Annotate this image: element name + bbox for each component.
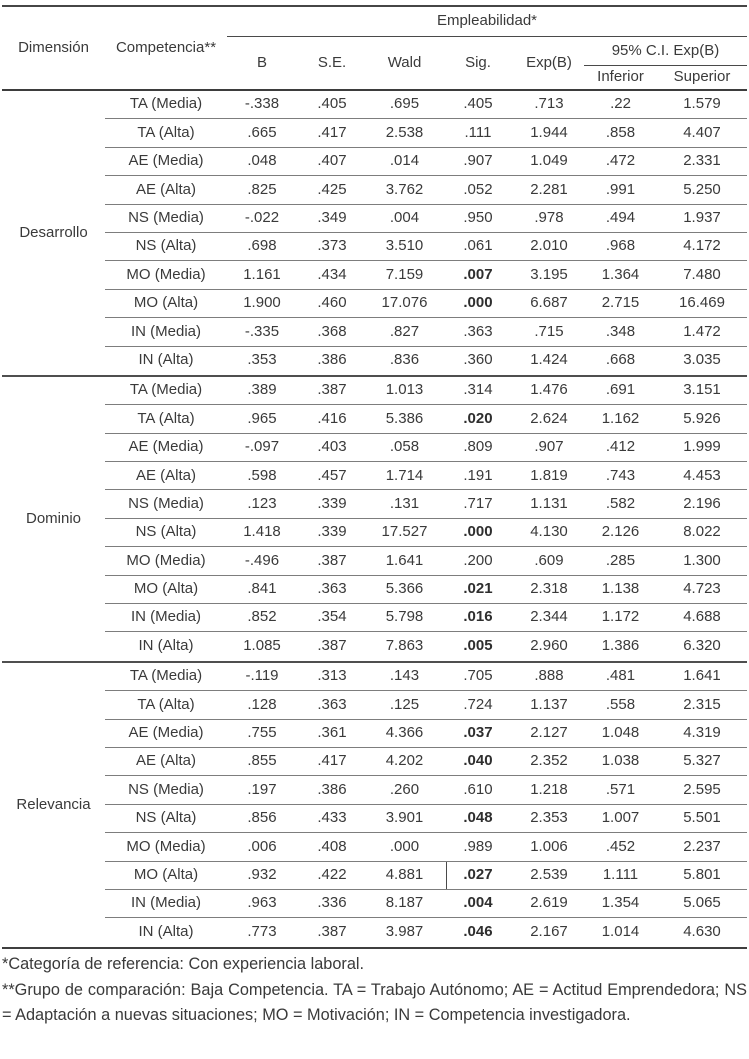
value-cell-inf: .481 — [584, 663, 657, 691]
value-cell-sig: .405 — [442, 91, 514, 119]
table-footnotes — [2, 952, 747, 1029]
value-cell-sup: 2.315 — [657, 691, 747, 719]
value-cell-se: .434 — [297, 261, 367, 289]
value-cell-sig: .037 — [442, 720, 514, 748]
value-cell-sig: .363 — [442, 318, 514, 346]
value-cell-sig: .705 — [442, 663, 514, 691]
competencia-cell: NS (Alta) — [105, 519, 227, 547]
value-cell-sup: 7.480 — [657, 261, 747, 289]
value-cell-b: .598 — [227, 462, 297, 490]
value-cell-wald: .131 — [367, 490, 442, 518]
table-body — [2, 91, 747, 949]
ci-span-header: 95% C.I. Exp(B) — [584, 37, 747, 66]
value-cell-b: 1.085 — [243, 637, 281, 655]
expb-column-header: Exp(B) — [526, 53, 572, 71]
competencia-cell: TA (Media) — [105, 377, 227, 405]
value-cell-exp: 1.218 — [514, 776, 584, 804]
value-cell-wald: .827 — [367, 318, 442, 346]
value-cell-sup: 1.641 — [657, 663, 747, 691]
value-cell-inf: .348 — [584, 318, 657, 346]
value-cell-se: .313 — [297, 663, 367, 691]
value-cell-inf: .991 — [584, 176, 657, 204]
value-cell-wald: .014 — [367, 148, 442, 176]
value-cell-inf: .968 — [584, 233, 657, 261]
competencia-cell: AE (Media) — [105, 148, 227, 176]
regression-table — [2, 5, 747, 949]
value-cell-inf: .858 — [584, 119, 657, 147]
value-cell-b: .825 — [227, 176, 297, 204]
value-cell-wald: 4.366 — [367, 720, 442, 748]
value-cell-sig: .200 — [442, 547, 514, 575]
value-cell-sig: .717 — [442, 490, 514, 518]
competencia-column-header: Competencia** — [115, 38, 217, 56]
value-cell-sup: 4.688 — [657, 604, 747, 632]
competencia-cell: NS (Alta) — [105, 805, 227, 833]
value-cell-inf: 1.111 — [584, 862, 657, 890]
value-cell-sig: .724 — [442, 691, 514, 719]
value-cell-se: .433 — [297, 805, 367, 833]
value-cell-exp: 3.195 — [514, 261, 584, 289]
value-cell-b: .353 — [247, 351, 277, 369]
value-cell-sig: .007 — [442, 261, 514, 289]
value-cell-b: -.022 — [227, 205, 297, 233]
value-cell-wald: 1.641 — [367, 547, 442, 575]
value-cell-exp: 2.619 — [514, 890, 584, 918]
dimension-column-header: Dimensión — [18, 38, 89, 56]
value-cell-b: -.335 — [227, 318, 297, 346]
value-cell-exp: 1.131 — [514, 490, 584, 518]
value-cell-sup: 5.250 — [657, 176, 747, 204]
value-cell-sig: .111 — [442, 119, 514, 147]
value-cell-b: .852 — [227, 604, 297, 632]
value-cell-sup: 5.501 — [657, 805, 747, 833]
value-cell-sig: .020 — [442, 405, 514, 433]
value-cell-se: .408 — [297, 833, 367, 861]
value-cell-wald: .125 — [367, 691, 442, 719]
value-cell-se: .407 — [297, 148, 367, 176]
value-cell-sup: 5.065 — [657, 890, 747, 918]
value-cell-se: .386 — [297, 776, 367, 804]
value-cell-b: -.119 — [227, 663, 297, 691]
value-cell-se: .387 — [317, 637, 347, 655]
superior-column-header: Superior — [673, 68, 731, 86]
competencia-cell: NS (Media) — [105, 776, 227, 804]
value-cell-se: .405 — [297, 91, 367, 119]
value-cell-wald: 4.881 — [367, 862, 442, 890]
value-cell-se: .349 — [297, 205, 367, 233]
value-cell-b: .128 — [227, 691, 297, 719]
value-cell-inf: .691 — [584, 377, 657, 405]
value-cell-exp: 1.819 — [514, 462, 584, 490]
value-cell-b: -.097 — [227, 434, 297, 462]
value-cell-sig: .040 — [442, 748, 514, 776]
value-cell-wald: 8.187 — [367, 890, 442, 918]
value-cell-se: .368 — [297, 318, 367, 346]
value-cell-inf: .472 — [584, 148, 657, 176]
value-cell-exp: 2.318 — [514, 576, 584, 604]
value-cell-sup: 16.469 — [657, 290, 747, 318]
value-cell-se: .403 — [297, 434, 367, 462]
value-cell-se: .460 — [297, 290, 367, 318]
value-cell-wald: 7.863 — [385, 637, 424, 655]
value-cell-exp: 1.424 — [530, 351, 568, 369]
value-cell-sup: 1.937 — [657, 205, 747, 233]
dimension-label: Desarrollo — [19, 223, 88, 241]
value-cell-b: .698 — [227, 233, 297, 261]
value-cell-inf: 1.138 — [584, 576, 657, 604]
value-cell-exp: 1.137 — [514, 691, 584, 719]
value-cell-wald: .695 — [367, 91, 442, 119]
value-cell-sig: .061 — [442, 233, 514, 261]
value-cell-sig: .000 — [442, 519, 514, 547]
competencia-cell: AE (Media) — [105, 434, 227, 462]
value-cell-sup: 1.472 — [657, 318, 747, 346]
value-cell-se: .363 — [297, 576, 367, 604]
value-cell-sup: 1.300 — [657, 547, 747, 575]
value-cell-exp: 2.344 — [514, 604, 584, 632]
value-cell-se: .417 — [297, 748, 367, 776]
value-cell-inf: .412 — [584, 434, 657, 462]
competencia-cell: IN (Alta) — [138, 637, 194, 655]
value-cell-exp: 6.687 — [514, 290, 584, 318]
value-cell-wald: 3.762 — [367, 176, 442, 204]
value-cell-wald: .058 — [367, 434, 442, 462]
value-cell-inf: 1.014 — [601, 923, 640, 941]
value-cell-b: 1.900 — [227, 290, 297, 318]
value-cell-sup: 1.579 — [657, 91, 747, 119]
value-cell-se: .336 — [297, 890, 367, 918]
value-cell-exp: 2.167 — [530, 923, 568, 941]
value-cell-sig: .005 — [463, 637, 493, 655]
value-cell-wald: 2.538 — [367, 119, 442, 147]
value-cell-sup: 8.022 — [657, 519, 747, 547]
competencia-cell: TA (Alta) — [105, 405, 227, 433]
value-cell-inf: 1.038 — [584, 748, 657, 776]
value-cell-sup: 2.196 — [657, 490, 747, 518]
competencia-cell: NS (Media) — [105, 490, 227, 518]
value-cell-b: .965 — [227, 405, 297, 433]
value-cell-sup: 1.999 — [657, 434, 747, 462]
value-cell-se: .363 — [297, 691, 367, 719]
competencia-cell: IN (Media) — [105, 318, 227, 346]
value-cell-sig: .000 — [442, 290, 514, 318]
value-cell-sup: 4.407 — [657, 119, 747, 147]
value-cell-inf: .668 — [605, 351, 636, 369]
value-cell-se: .354 — [297, 604, 367, 632]
value-cell-inf: 1.007 — [584, 805, 657, 833]
value-cell-b: 1.418 — [227, 519, 297, 547]
competencia-cell: MO (Media) — [105, 547, 227, 575]
value-cell-exp: .609 — [514, 547, 584, 575]
value-cell-b: .048 — [227, 148, 297, 176]
value-cell-wald: 3.987 — [385, 923, 424, 941]
value-cell-exp: .888 — [514, 663, 584, 691]
competencia-cell: NS (Media) — [105, 205, 227, 233]
value-cell-inf: 1.162 — [584, 405, 657, 433]
competencia-cell: MO (Alta) — [105, 290, 227, 318]
competencia-cell: TA (Media) — [105, 91, 227, 119]
sig-column-header: Sig. — [465, 53, 491, 71]
footnote-comparison-group: **Grupo de comparación: Baja Competencia. TA = Trabajo Autónomo; AE = Actitud Emprendedora; NS = Adaptación a nuevas situaciones; MO = Motivación; IN = Competencia investigadora. — [2, 980, 747, 1024]
value-cell-se: .339 — [297, 519, 367, 547]
competencia-cell: IN (Media) — [105, 604, 227, 632]
value-cell-exp: .978 — [514, 205, 584, 233]
value-cell-b: -.338 — [227, 91, 297, 119]
value-cell-sig: .989 — [442, 833, 514, 861]
wald-column-header: Wald — [387, 53, 422, 71]
value-cell-sig: .046 — [463, 923, 493, 941]
value-cell-sig: .004 — [442, 890, 514, 918]
value-cell-se: .422 — [297, 862, 367, 890]
competencia-cell: AE (Media) — [105, 720, 227, 748]
competencia-cell: MO (Media) — [105, 261, 227, 289]
value-cell-sup: 2.237 — [657, 833, 747, 861]
value-cell-sup: 4.172 — [657, 233, 747, 261]
value-cell-se: .339 — [297, 490, 367, 518]
value-cell-exp: 2.624 — [514, 405, 584, 433]
value-cell-b: -.496 — [227, 547, 297, 575]
value-cell-inf: .22 — [584, 91, 657, 119]
value-cell-b: .855 — [227, 748, 297, 776]
value-cell-exp: 2.352 — [514, 748, 584, 776]
value-cell-inf: 1.172 — [584, 604, 657, 632]
value-cell-inf: .285 — [584, 547, 657, 575]
value-cell-b: .856 — [227, 805, 297, 833]
dimension-group-desarrollo — [2, 91, 747, 377]
value-cell-wald: 17.527 — [367, 519, 442, 547]
value-cell-b: .123 — [227, 490, 297, 518]
se-column-header: S.E. — [317, 53, 347, 71]
value-cell-sig: .016 — [442, 604, 514, 632]
value-cell-wald: 3.901 — [367, 805, 442, 833]
value-cell-inf: .743 — [584, 462, 657, 490]
value-cell-wald: .000 — [367, 833, 442, 861]
dimension-group-dominio — [2, 377, 747, 663]
competencia-cell: AE (Alta) — [105, 748, 227, 776]
value-cell-b: .963 — [227, 890, 297, 918]
value-cell-inf: .582 — [584, 490, 657, 518]
value-cell-exp: 2.010 — [514, 233, 584, 261]
value-cell-b: .389 — [227, 377, 297, 405]
value-cell-inf: .452 — [584, 833, 657, 861]
value-cell-exp: 4.130 — [514, 519, 584, 547]
competencia-cell: IN (Media) — [105, 890, 227, 918]
competencia-cell: TA (Alta) — [105, 119, 227, 147]
value-cell-wald: 17.076 — [367, 290, 442, 318]
value-cell-sig: .907 — [442, 148, 514, 176]
value-cell-inf: .494 — [584, 205, 657, 233]
value-cell-sig: .314 — [442, 377, 514, 405]
competencia-cell: TA (Alta) — [105, 691, 227, 719]
competencia-cell: NS (Alta) — [105, 233, 227, 261]
value-cell-sup: 6.320 — [683, 637, 721, 655]
value-cell-sup: 5.327 — [657, 748, 747, 776]
value-cell-exp: .713 — [514, 91, 584, 119]
competencia-cell: AE (Alta) — [105, 462, 227, 490]
value-cell-sig: .021 — [442, 576, 514, 604]
value-cell-b: .932 — [227, 862, 297, 890]
inferior-column-header: Inferior — [597, 68, 644, 86]
value-cell-inf: 1.364 — [584, 261, 657, 289]
competencia-cell: MO (Alta) — [105, 862, 227, 890]
value-cell-b: 1.161 — [227, 261, 297, 289]
value-cell-sig: .052 — [442, 176, 514, 204]
value-cell-sig: .027 — [442, 862, 514, 890]
competencia-cell: IN (Alta) — [138, 923, 194, 941]
empleabilidad-span-header: Empleabilidad* — [227, 7, 747, 37]
value-cell-sig: .048 — [442, 805, 514, 833]
footnote-reference-category: *Categoría de referencia: Con experiencia laboral. — [2, 955, 365, 973]
value-cell-wald: .260 — [367, 776, 442, 804]
value-cell-wald: 7.159 — [367, 261, 442, 289]
value-cell-sup: 4.723 — [657, 576, 747, 604]
value-cell-se: .387 — [317, 923, 347, 941]
value-cell-exp: 2.539 — [514, 862, 584, 890]
b-column-header: B — [256, 53, 267, 71]
value-cell-se: .386 — [317, 351, 347, 369]
value-cell-se: .387 — [297, 377, 367, 405]
value-cell-wald: 3.510 — [367, 233, 442, 261]
value-cell-b: .197 — [227, 776, 297, 804]
value-cell-wald: 5.798 — [367, 604, 442, 632]
value-cell-exp: 1.476 — [514, 377, 584, 405]
competencia-cell: MO (Alta) — [105, 576, 227, 604]
value-cell-wald: .143 — [367, 663, 442, 691]
value-cell-sig: .950 — [442, 205, 514, 233]
value-cell-sup: 5.926 — [657, 405, 747, 433]
value-cell-se: .373 — [297, 233, 367, 261]
value-cell-sup: 4.319 — [657, 720, 747, 748]
value-cell-exp: 2.127 — [514, 720, 584, 748]
competencia-cell: AE (Alta) — [105, 176, 227, 204]
value-cell-wald: 1.714 — [367, 462, 442, 490]
value-cell-b: .841 — [227, 576, 297, 604]
value-cell-wald: .836 — [389, 351, 420, 369]
value-cell-sup: 3.151 — [657, 377, 747, 405]
value-cell-wald: 5.386 — [367, 405, 442, 433]
competencia-cell: MO (Media) — [105, 833, 227, 861]
dimension-label: Relevancia — [16, 795, 91, 813]
value-cell-exp: .715 — [514, 318, 584, 346]
value-cell-inf: 1.386 — [601, 637, 640, 655]
value-cell-sup: 2.595 — [657, 776, 747, 804]
value-cell-exp: .907 — [514, 434, 584, 462]
value-cell-sup: 3.035 — [683, 351, 721, 369]
value-cell-wald: .004 — [367, 205, 442, 233]
value-cell-sup: 4.453 — [657, 462, 747, 490]
value-cell-exp: 1.006 — [514, 833, 584, 861]
value-cell-inf: 1.048 — [584, 720, 657, 748]
value-cell-inf: .571 — [584, 776, 657, 804]
value-cell-inf: 2.715 — [584, 290, 657, 318]
value-cell-sig: .809 — [442, 434, 514, 462]
value-cell-sup: 4.630 — [683, 923, 721, 941]
value-cell-b: .006 — [227, 833, 297, 861]
value-cell-sup: 5.801 — [657, 862, 747, 890]
value-cell-sig: .610 — [442, 776, 514, 804]
value-cell-se: .425 — [297, 176, 367, 204]
value-cell-wald: 5.366 — [367, 576, 442, 604]
value-cell-exp: 2.353 — [514, 805, 584, 833]
value-cell-se: .416 — [297, 405, 367, 433]
value-cell-se: .417 — [297, 119, 367, 147]
value-cell-inf: 1.354 — [584, 890, 657, 918]
value-cell-b: .665 — [227, 119, 297, 147]
value-cell-se: .457 — [297, 462, 367, 490]
value-cell-se: .361 — [297, 720, 367, 748]
value-cell-exp: 2.281 — [514, 176, 584, 204]
dimension-label: Dominio — [25, 509, 82, 527]
value-cell-se: .387 — [297, 547, 367, 575]
value-cell-sup: 2.331 — [657, 148, 747, 176]
value-cell-wald: 4.202 — [367, 748, 442, 776]
dimension-group-relevancia — [2, 663, 747, 947]
value-cell-inf: 2.126 — [584, 519, 657, 547]
value-cell-exp: 2.960 — [530, 637, 568, 655]
competencia-cell: IN (Alta) — [138, 351, 194, 369]
value-cell-exp: 1.944 — [514, 119, 584, 147]
value-cell-b: .755 — [227, 720, 297, 748]
competencia-cell: TA (Media) — [105, 663, 227, 691]
value-cell-wald: 1.013 — [367, 377, 442, 405]
value-cell-sig: .191 — [442, 462, 514, 490]
value-cell-inf: .558 — [584, 691, 657, 719]
value-cell-exp: 1.049 — [514, 148, 584, 176]
table-header — [2, 7, 747, 91]
value-cell-sig: .360 — [463, 351, 493, 369]
value-cell-b: .773 — [247, 923, 277, 941]
